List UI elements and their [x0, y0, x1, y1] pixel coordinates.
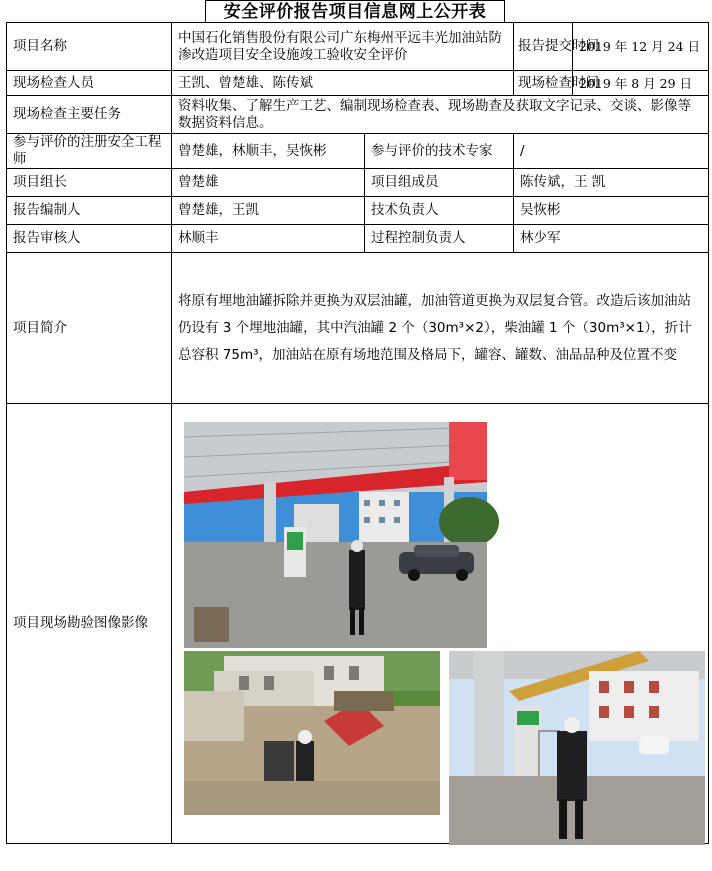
process-lead-label: 过程控制负责人	[365, 225, 514, 253]
members-label: 项目组成员	[365, 169, 514, 197]
tech-lead-label: 技术负责人	[365, 197, 514, 225]
site-photo-pump	[449, 651, 705, 845]
photos-label: 项目现场勘验图像影像	[7, 404, 172, 844]
inspectors: 王凯、曾楚雄、陈传斌	[172, 71, 514, 96]
tasks-label: 现场检查主要任务	[7, 96, 172, 134]
tasks: 资料收集、了解生产工艺、编制现场检查表、现场勘查及获取文字记录、交谈、影像等数据资料信息。	[172, 96, 709, 134]
tech-lead: 吴恢彬	[514, 197, 709, 225]
site-photo-station	[184, 422, 487, 648]
engineers-label: 参与评价的注册安全工程师	[7, 134, 172, 169]
table-row	[7, 197, 709, 225]
table-row	[7, 225, 709, 253]
submit-time: 2019 年 12 月 24 日	[573, 23, 709, 71]
site-photo-workarea	[184, 651, 440, 815]
table-row	[7, 169, 709, 197]
inspect-time: 2019 年 8 月 29 日	[573, 71, 709, 96]
engineers: 曾楚雄，林顺丰，吴恢彬	[172, 134, 365, 169]
intro-text: 将原有埋地油罐拆除并更换为双层油罐，加油管道更换为双层复合管。改造后该加油站仍设有 3 个埋地油罐，其中汽油罐 2 个（30m³×2），柴油罐 1 个（30m³×1），折计总容积 75m³，加油站在原有场地范围及格局下，罐容、罐数、油品品种及位置不变	[172, 253, 709, 404]
reviewer: 林顺丰	[172, 225, 365, 253]
compiler-label: 报告编制人	[7, 197, 172, 225]
experts-label: 参与评价的技术专家	[365, 134, 514, 169]
submit-time-label: 报告提交时间	[514, 23, 573, 71]
reviewer-label: 报告审核人	[7, 225, 172, 253]
process-lead: 林少军	[514, 225, 709, 253]
inspect-time-label: 现场检查时间	[514, 71, 573, 96]
inspectors-label: 现场检查人员	[7, 71, 172, 96]
members: 陈传斌，王 凯	[514, 169, 709, 197]
project-name-label: 项目名称	[7, 23, 172, 71]
table-row	[7, 23, 709, 71]
project-name: 中国石化销售股份有限公司广东梅州平远丰光加油站防渗改造项目安全设施竣工验收安全评价	[172, 23, 514, 71]
intro-label: 项目简介	[7, 253, 172, 404]
page-title: 安全评价报告项目信息网上公开表	[205, 0, 505, 22]
compiler: 曾楚雄，王凯	[172, 197, 365, 225]
table-row	[7, 253, 709, 404]
leader: 曾楚雄	[172, 169, 365, 197]
leader-label: 项目组长	[7, 169, 172, 197]
experts: /	[514, 134, 709, 169]
table-row	[7, 134, 709, 169]
table-row	[7, 96, 709, 134]
table-row	[7, 71, 709, 96]
